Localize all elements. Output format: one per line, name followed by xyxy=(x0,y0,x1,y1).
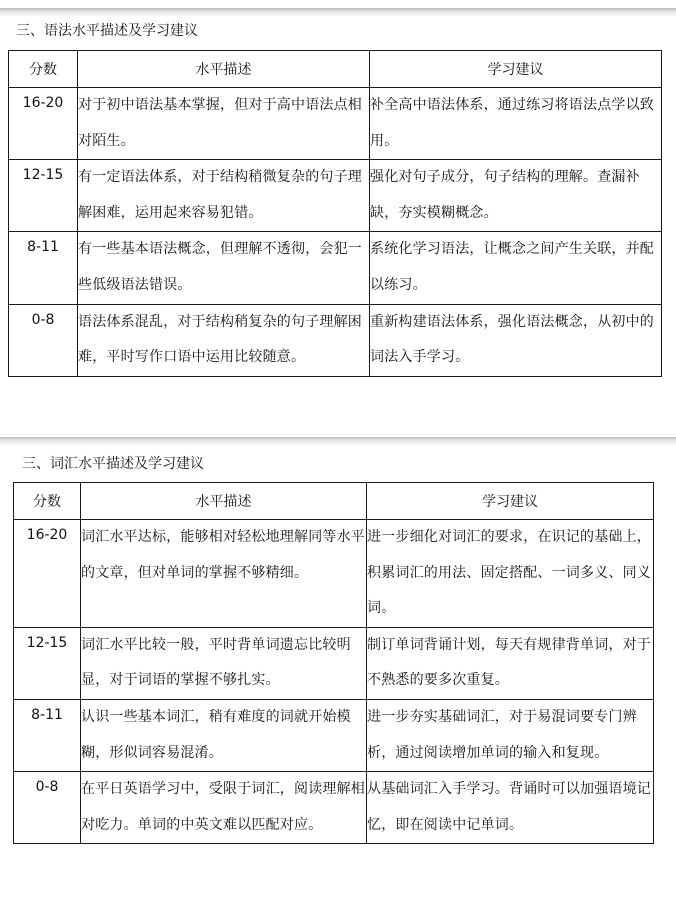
vocabulary-section-title: 三、词汇水平描述及学习建议 xyxy=(22,456,204,472)
level-cell: 词汇水平达标，能够相对轻松地理解同等水平的文章，但对单词的掌握不够精细。 xyxy=(81,520,367,628)
header-score: 分数 xyxy=(9,51,78,88)
table-row xyxy=(9,304,662,376)
level-cell: 有一些基本语法概念，但理解不透彻，会犯一些低级语法错误。 xyxy=(78,232,370,304)
score-cell: 16-20 xyxy=(9,88,78,160)
advice-cell: 进一步夯实基础词汇，对于易混词要专门辨析，通过阅读增加单词的输入和复现。 xyxy=(367,699,654,771)
table-row xyxy=(14,520,654,628)
table-row xyxy=(14,699,654,771)
table-row xyxy=(14,627,654,699)
advice-cell: 进一步细化对词汇的要求，在识记的基础上，积累词汇的用法、固定搭配、一词多义、同义词。 xyxy=(367,520,654,628)
top-divider xyxy=(0,8,676,16)
header-advice: 学习建议 xyxy=(370,51,662,88)
grammar-table xyxy=(8,50,662,377)
vocabulary-table xyxy=(13,482,654,844)
score-cell: 8-11 xyxy=(14,699,81,771)
level-cell: 在平日英语学习中，受限于词汇，阅读理解相对吃力。单词的中英文难以匹配对应。 xyxy=(81,772,367,844)
score-cell: 12-15 xyxy=(14,627,81,699)
score-cell: 0-8 xyxy=(14,772,81,844)
level-cell: 对于初中语法基本掌握，但对于高中语法点相对陌生。 xyxy=(78,88,370,160)
grammar-section-title: 三、语法水平描述及学习建议 xyxy=(16,23,198,39)
score-cell: 0-8 xyxy=(9,304,78,376)
advice-cell: 系统化学习语法，让概念之间产生关联，并配以练习。 xyxy=(370,232,662,304)
level-cell: 词汇水平比较一般，平时背单词遗忘比较明显，对于词语的掌握不够扎实。 xyxy=(81,627,367,699)
header-level: 水平描述 xyxy=(78,51,370,88)
score-cell: 12-15 xyxy=(9,160,78,232)
header-score: 分数 xyxy=(14,483,81,520)
level-cell: 语法体系混乱，对于结构稍复杂的句子理解困难，平时写作口语中运用比较随意。 xyxy=(78,304,370,376)
advice-cell: 制订单词背诵计划，每天有规律背单词，对于不熟悉的要多次重复。 xyxy=(367,627,654,699)
table-header-row xyxy=(9,51,662,88)
table-row xyxy=(14,772,654,844)
score-cell: 16-20 xyxy=(14,520,81,628)
level-cell: 认识一些基本词汇，稍有难度的词就开始模糊，形似词容易混淆。 xyxy=(81,699,367,771)
advice-cell: 从基础词汇入手学习。背诵时可以加强语境记忆，即在阅读中记单词。 xyxy=(367,772,654,844)
header-level: 水平描述 xyxy=(81,483,367,520)
header-advice: 学习建议 xyxy=(367,483,654,520)
table-row xyxy=(9,160,662,232)
advice-cell: 补全高中语法体系，通过练习将语法点学以致用。 xyxy=(370,88,662,160)
advice-cell: 强化对句子成分，句子结构的理解。查漏补缺，夯实模糊概念。 xyxy=(370,160,662,232)
table-header-row xyxy=(14,483,654,520)
middle-divider xyxy=(0,437,676,445)
advice-cell: 重新构建语法体系，强化语法概念，从初中的词法入手学习。 xyxy=(370,304,662,376)
score-cell: 8-11 xyxy=(9,232,78,304)
table-row xyxy=(9,232,662,304)
level-cell: 有一定语法体系，对于结构稍微复杂的句子理解困难，运用起来容易犯错。 xyxy=(78,160,370,232)
table-row xyxy=(9,88,662,160)
